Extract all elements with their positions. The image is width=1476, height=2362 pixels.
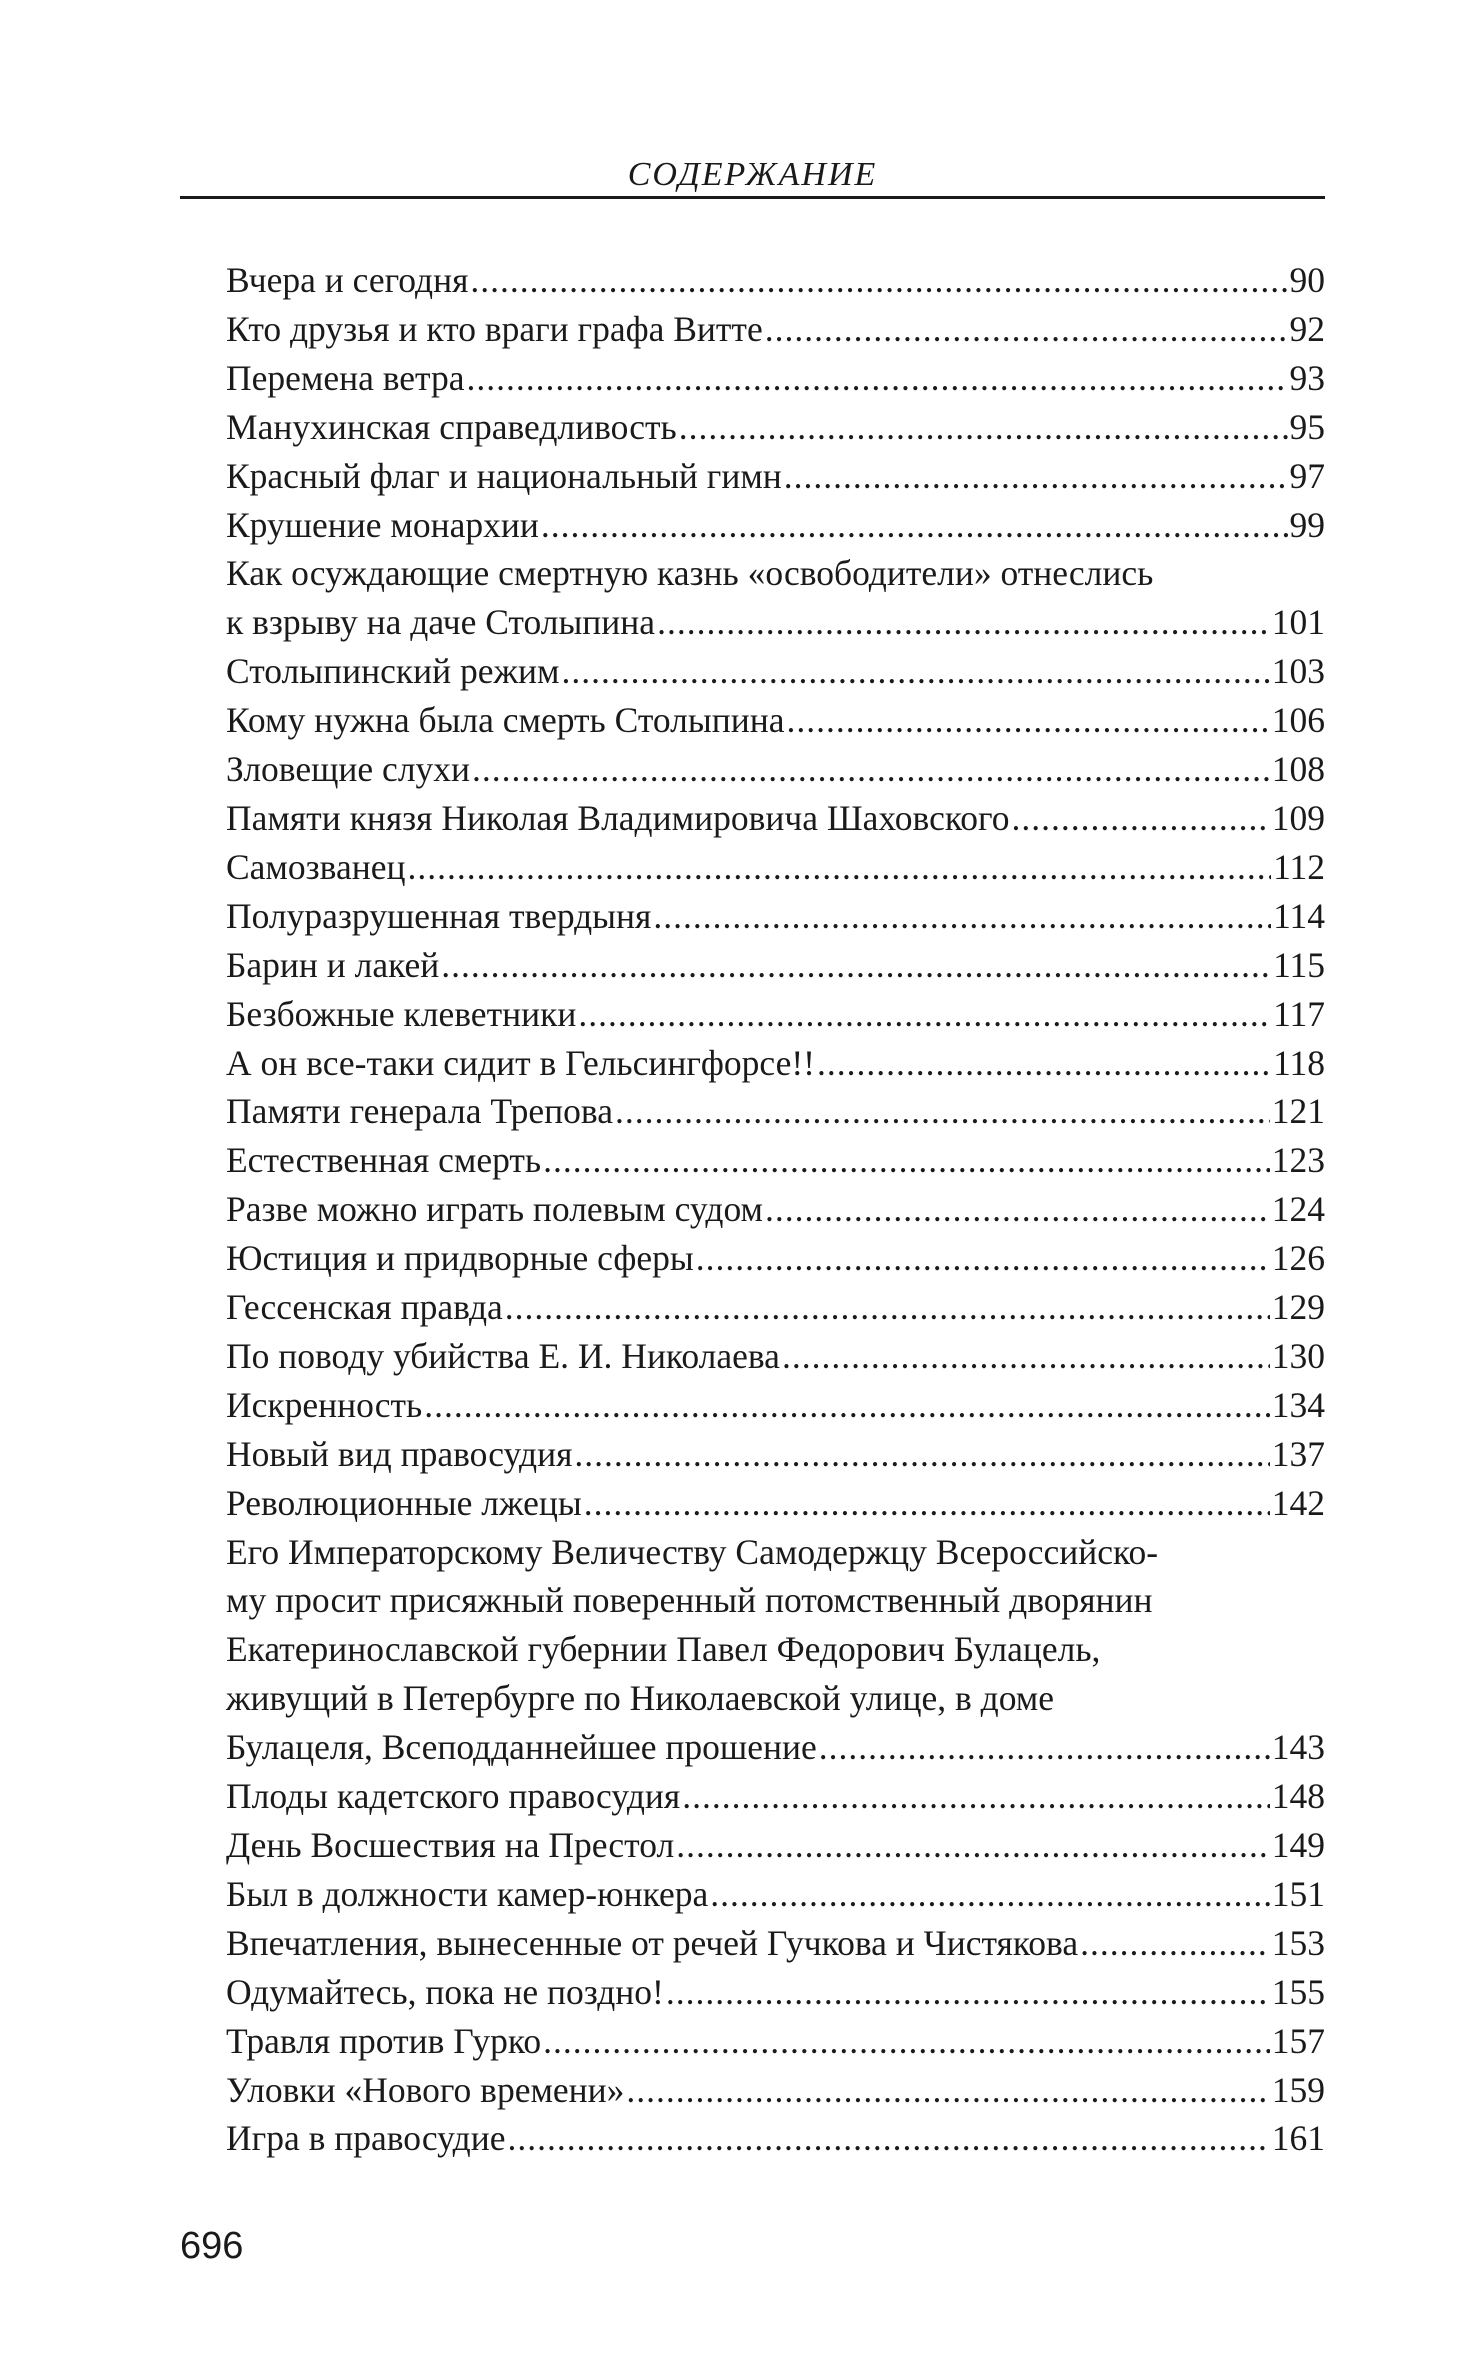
toc-entry-line [226, 843, 1325, 892]
dot-leader [765, 305, 1288, 354]
toc-entry-page: 130 [1271, 1335, 1325, 1376]
toc-entry-title: Безбожные клеветники [226, 993, 577, 1034]
toc-entry-page: 92 [1289, 308, 1325, 349]
toc-entry-line [226, 1968, 1325, 2017]
toc-entry [226, 1185, 1325, 1234]
toc-entry-line [226, 1723, 1325, 1772]
table-of-contents [226, 256, 1325, 2163]
dot-leader [561, 647, 1269, 696]
dot-leader [574, 1430, 1269, 1479]
toc-entry-line [226, 696, 1325, 745]
dot-leader [541, 501, 1288, 550]
toc-entry-title: Новый вид правосудия [226, 1433, 573, 1474]
toc-entry [226, 549, 1325, 647]
toc-entry [226, 941, 1325, 990]
toc-entry [226, 990, 1325, 1039]
toc-entry-title: Перемена ветра [226, 357, 465, 398]
toc-entry [226, 1528, 1325, 1773]
toc-entry [226, 354, 1325, 403]
dot-leader [682, 1772, 1270, 1821]
toc-entry-line [226, 1821, 1325, 1870]
toc-entry-line [226, 892, 1325, 941]
toc-entry-page: 99 [1289, 504, 1325, 545]
toc-entry-page: 112 [1273, 846, 1325, 887]
toc-entry [226, 1039, 1325, 1088]
toc-entry-title: Травля против Гурко [226, 2020, 542, 2061]
toc-entry-page: 109 [1271, 797, 1325, 838]
toc-entry [226, 1821, 1325, 1870]
toc-entry-page: 137 [1271, 1433, 1325, 1474]
toc-entry-title: Гессенская правда [226, 1287, 503, 1328]
toc-entry-page: 142 [1271, 1482, 1325, 1523]
toc-entry [226, 1870, 1325, 1919]
dot-leader [472, 745, 1270, 794]
dot-leader [626, 2066, 1269, 2115]
toc-entry-page: 159 [1271, 2069, 1325, 2110]
toc-entry [226, 1430, 1325, 1479]
toc-entry-page: 153 [1271, 1922, 1325, 1963]
toc-entry-page: 101 [1271, 602, 1325, 643]
toc-entry-page: 155 [1271, 1971, 1325, 2012]
toc-entry-line [226, 598, 1325, 647]
toc-entry [226, 1381, 1325, 1430]
toc-entry-line [226, 403, 1325, 452]
toc-entry [226, 843, 1325, 892]
toc-entry [226, 1332, 1325, 1381]
toc-entry [226, 1919, 1325, 1968]
dot-leader [696, 1234, 1270, 1283]
toc-entry-page: 108 [1271, 749, 1325, 790]
toc-entry-line [226, 745, 1325, 794]
dot-leader [543, 1136, 1270, 1185]
toc-entry-title: Крушение монархии [226, 504, 539, 545]
toc-entry-line [226, 2066, 1325, 2115]
toc-entry-page: 93 [1289, 357, 1325, 398]
toc-entry-page: 149 [1271, 1825, 1325, 1865]
toc-entry-page: 134 [1271, 1384, 1325, 1425]
toc-entry-title: Разве можно играть полевым судом [226, 1189, 764, 1230]
dot-leader [657, 598, 1270, 647]
toc-entry-title: День Восшествия на Престол [226, 1825, 675, 1865]
toc-entry-title: Кому нужна была смерть Столыпина [226, 700, 785, 741]
toc-entry [226, 2066, 1325, 2115]
toc-entry [226, 2114, 1325, 2163]
toc-entry-title: Вчера и сегодня [226, 260, 469, 300]
toc-entry [226, 1136, 1325, 1185]
toc-entry-line [226, 2017, 1325, 2066]
toc-entry-line [226, 1870, 1325, 1919]
toc-entry-line [226, 990, 1325, 1039]
toc-entry-title: Революционные лжецы [226, 1482, 582, 1523]
dot-leader [407, 843, 1271, 892]
dot-leader [441, 941, 1271, 990]
dot-leader [578, 990, 1271, 1039]
toc-entry-title-line: Его Императорскому Величеству Самодержцу Всероссийско- [226, 1531, 1159, 1572]
dot-leader [782, 1332, 1270, 1381]
toc-entry-line [226, 1919, 1325, 1968]
toc-entry-line [226, 1479, 1325, 1528]
toc-entry [226, 647, 1325, 696]
toc-entry [226, 1968, 1325, 2017]
toc-entry-line [226, 1039, 1325, 1088]
dot-leader [615, 1087, 1270, 1136]
toc-entry-page: 97 [1289, 455, 1325, 496]
toc-entry-title: Зловещие слухи [226, 749, 471, 790]
toc-entry-page: 115 [1273, 944, 1325, 985]
toc-entry-page: 124 [1271, 1189, 1325, 1230]
toc-entry-line [226, 354, 1325, 403]
toc-entry [226, 794, 1325, 843]
toc-entry [226, 2017, 1325, 2066]
toc-entry-line [226, 1283, 1325, 1332]
toc-entry-line [226, 1381, 1325, 1430]
toc-entry-title: Манухинская справедливость [226, 406, 677, 447]
toc-entry [226, 1283, 1325, 1332]
dot-leader [765, 1185, 1270, 1234]
toc-entry-line [226, 305, 1325, 354]
toc-entry-page: 123 [1271, 1140, 1325, 1181]
toc-entry [226, 892, 1325, 941]
toc-entry [226, 1234, 1325, 1283]
toc-entry-line [226, 647, 1325, 696]
toc-entry-title: Полуразрушенная твердыня [226, 895, 652, 936]
toc-entry-title: Искренность [226, 1384, 423, 1425]
toc-entry-title-line: Екатеринославской губернии Павел Федорович Булацель, [226, 1629, 1101, 1670]
toc-entry-title: Одумайтесь, пока не поздно! [226, 1971, 664, 2012]
dot-leader [710, 1870, 1270, 1919]
dot-leader [679, 403, 1288, 452]
toc-entry-page: 157 [1271, 2020, 1325, 2061]
toc-entry-line [226, 256, 1325, 305]
toc-entry-page: 129 [1271, 1287, 1325, 1328]
toc-entry-title: Памяти генерала Трепова [226, 1091, 613, 1132]
toc-entry-line [226, 1136, 1325, 1185]
toc-entry-line [226, 941, 1325, 990]
toc-entry-page: 126 [1271, 1238, 1325, 1279]
toc-entry-title: Естественная смерть [226, 1140, 542, 1181]
dot-leader [470, 256, 1287, 305]
toc-entry-title: Юстиция и придворные сферы [226, 1238, 694, 1279]
toc-entry-title: к взрыву на даче Столыпина [226, 602, 656, 643]
toc-entry-title: Самозванец [226, 846, 406, 887]
toc-entry-title-line: Как осуждающие смертную казнь «освободители» отнеслись [226, 553, 1154, 594]
toc-entry-title-line: живущий в Петербурге по Николаевской улице, в доме [226, 1678, 1055, 1719]
dot-leader [424, 1381, 1270, 1430]
toc-entry-line [226, 452, 1325, 501]
toc-entry-page: 143 [1271, 1727, 1325, 1768]
toc-entry-line [226, 1087, 1325, 1136]
running-header: СОДЕРЖАНИЕ [627, 156, 878, 193]
toc-entry [226, 452, 1325, 501]
dot-leader [1080, 1919, 1270, 1968]
dot-leader [784, 452, 1288, 501]
toc-entry [226, 745, 1325, 794]
dot-leader [676, 1821, 1270, 1870]
toc-entry-title: Булацеля, Всеподданнейшее прошение [226, 1727, 817, 1768]
toc-entry [226, 256, 1325, 305]
dot-leader [666, 1968, 1270, 2017]
toc-entry-line [226, 501, 1325, 550]
dot-leader [508, 2114, 1270, 2163]
header-rule [180, 196, 1325, 199]
toc-entry-title: Был в должности камер-юнкера [226, 1873, 709, 1914]
toc-entry-title: Впечатления, вынесенные от речей Гучкова и Чистякова [226, 1922, 1079, 1963]
toc-entry-page: 121 [1271, 1091, 1325, 1132]
toc-entry-line [226, 1772, 1325, 1821]
dot-leader [786, 696, 1269, 745]
toc-entry-page: 118 [1273, 1042, 1325, 1083]
toc-entry-line [226, 794, 1325, 843]
toc-entry [226, 696, 1325, 745]
toc-entry-page: 151 [1271, 1873, 1325, 1914]
toc-entry [226, 501, 1325, 550]
dot-leader [467, 354, 1288, 403]
toc-entry-title: Памяти князя Николая Владимировича Шаховского [226, 797, 1010, 838]
toc-entry-title: Плоды кадетского правосудия [226, 1776, 681, 1817]
toc-entry-title: Кто друзья и кто враги графа Витте [226, 308, 763, 349]
toc-entry [226, 1087, 1325, 1136]
toc-entry-line [226, 1430, 1325, 1479]
toc-entry-page: 95 [1289, 406, 1325, 447]
toc-entry-title: Столыпинский режим [226, 651, 560, 692]
dot-leader [1011, 794, 1269, 843]
dot-leader [819, 1723, 1270, 1772]
dot-leader [653, 892, 1271, 941]
toc-entry-title-line: му просит присяжный поверенный потомственный дворянин [226, 1580, 1153, 1621]
toc-entry-title: Игра в правосудие [226, 2118, 506, 2159]
dot-leader [543, 2017, 1270, 2066]
toc-entry [226, 403, 1325, 452]
toc-entry-line [226, 1332, 1325, 1381]
toc-entry [226, 1479, 1325, 1528]
dot-leader [817, 1039, 1271, 1088]
toc-entry-line [226, 1234, 1325, 1283]
toc-entry-line [226, 1185, 1325, 1234]
toc-entry-page: 161 [1271, 2118, 1325, 2159]
toc-entry [226, 305, 1325, 354]
toc-entry-title: Уловки «Нового времени» [226, 2069, 625, 2110]
toc-entry-title: По поводу убийства Е. И. Николаева [226, 1335, 780, 1376]
toc-entry-page: 90 [1289, 260, 1325, 300]
page-number: 696 [180, 2225, 244, 2267]
toc-entry-page: 117 [1273, 993, 1325, 1034]
toc-entry [226, 1772, 1325, 1821]
toc-entry-page: 114 [1273, 895, 1325, 936]
toc-entry-title: Барин и лакей [226, 944, 440, 985]
toc-entry-title: А он все-таки сидит в Гельсингфорсе!! [226, 1042, 816, 1083]
dot-leader [584, 1479, 1270, 1528]
toc-entry-page: 103 [1271, 651, 1325, 692]
toc-entry-page: 148 [1271, 1776, 1325, 1817]
toc-entry-line [226, 2114, 1325, 2163]
toc-entry-page: 106 [1271, 700, 1325, 741]
toc-entry-title: Красный флаг и национальный гимн [226, 455, 782, 496]
dot-leader [505, 1283, 1270, 1332]
